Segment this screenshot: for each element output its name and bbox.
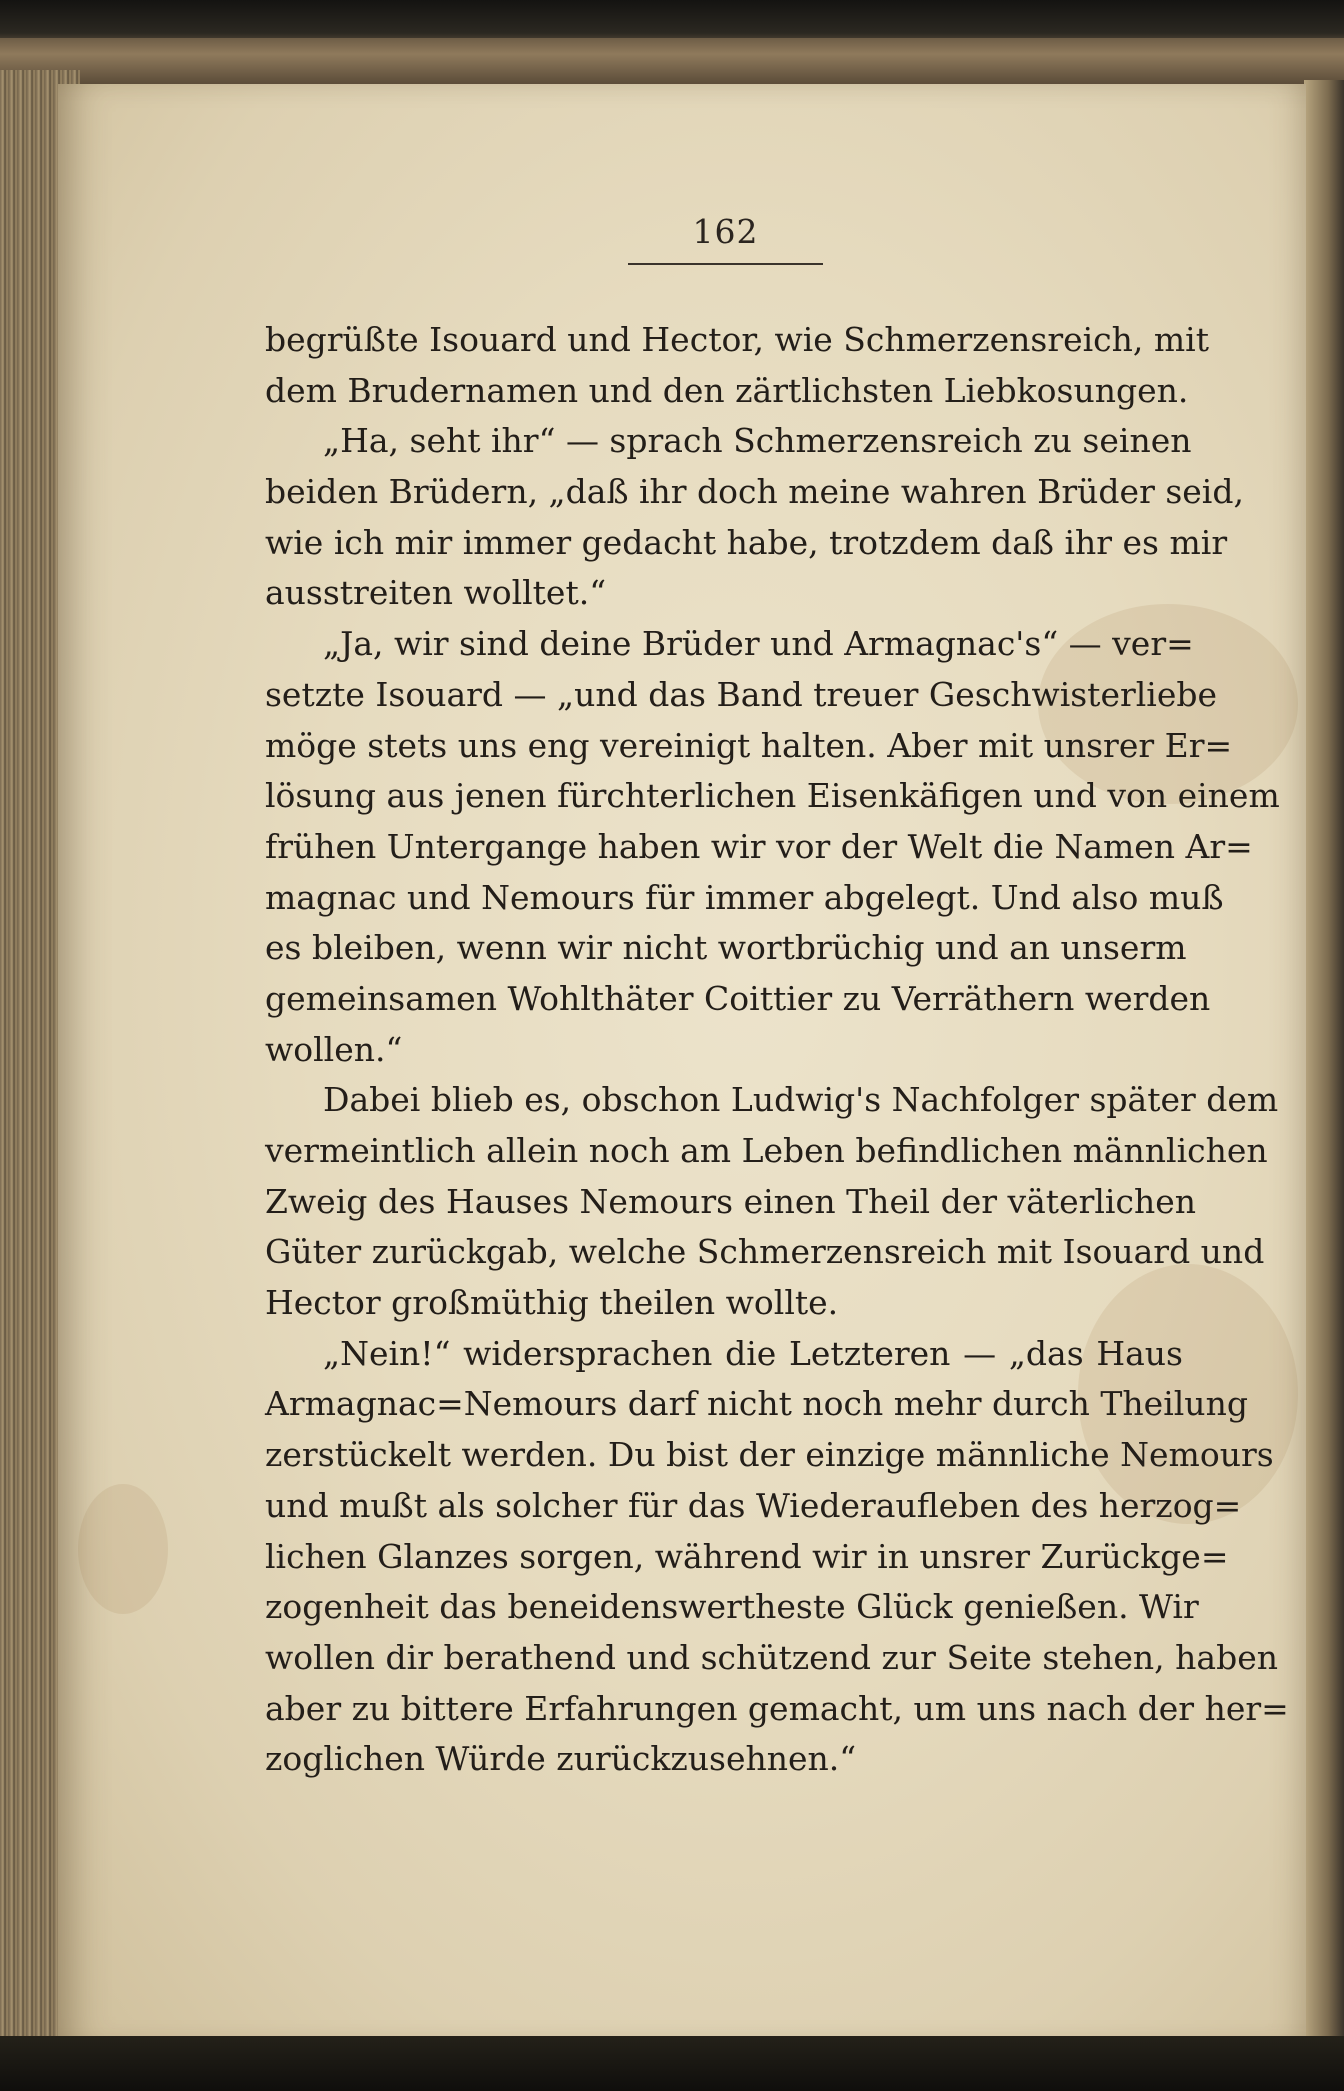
book-bottom-edge bbox=[0, 2036, 1344, 2091]
paper-stain bbox=[78, 1484, 168, 1614]
text-line: magnac und Nemours für immer abgelegt. Und also muß bbox=[265, 877, 1224, 917]
text-line: begrüßte Isouard und Hector, wie Schmerzensreich, mit bbox=[265, 320, 1209, 359]
text-line: es bleiben, wenn wir nicht wortbrüchig und an unserm bbox=[265, 928, 1187, 968]
text-line: Hector großmüthig theilen wollte. bbox=[265, 1283, 839, 1323]
text-line: aber zu bittere Erfahrungen gemacht, um uns nach der her= bbox=[265, 1688, 1289, 1728]
text-line: möge stets uns eng vereinigt halten. Aber mit unsrer Er= bbox=[265, 725, 1233, 765]
body-text bbox=[265, 315, 1289, 1785]
text-line: wollen.“ bbox=[265, 1029, 403, 1069]
text-line: zoglichen Würde zurückzusehnen.“ bbox=[265, 1739, 857, 1779]
book-cover-edge bbox=[0, 38, 1344, 84]
header-rule bbox=[628, 263, 823, 265]
text-line: zogenheit das beneidenswertheste Glück genießen. Wir bbox=[265, 1587, 1199, 1627]
text-line: Dabei blieb es, obschon Ludwig's Nachfolger später dem bbox=[323, 1080, 1279, 1120]
text-line: lösung aus jenen fürchterlichen Eisenkäfigen und von einem bbox=[265, 776, 1280, 816]
text-line: wie ich mir immer gedacht habe, trotzdem daß ihr es mir bbox=[265, 522, 1228, 562]
text-line: Zweig des Hauses Nemours einen Theil der väterlichen bbox=[265, 1181, 1196, 1221]
text-line: vermeintlich allein noch am Leben befindlichen männlichen bbox=[265, 1131, 1268, 1170]
text-line: frühen Untergange haben wir vor der Welt die Namen Ar= bbox=[265, 826, 1253, 866]
text-line: und mußt als solcher für das Wiederaufleben des herzog= bbox=[265, 1485, 1242, 1525]
text-line: beiden Brüdern, „daß ihr doch meine wahren Brüder seid, bbox=[265, 472, 1244, 512]
text-line: gemeinsamen Wohlthäter Coittier zu Verräthern werden bbox=[265, 978, 1211, 1018]
text-line: setzte Isouard — „und das Band treuer Geschwisterliebe bbox=[265, 674, 1218, 714]
text-line: ausstreiten wolltet.“ bbox=[265, 573, 607, 613]
page-number: 162 bbox=[692, 212, 759, 251]
text-line: „Ha, seht ihr“ — sprach Schmerzensreich zu seinen bbox=[323, 421, 1192, 461]
text-line: Güter zurückgab, welche Schmerzensreich mit Isouard und bbox=[265, 1232, 1265, 1272]
text-line: wollen dir berathend und schützend zur Seite stehen, haben bbox=[265, 1637, 1278, 1677]
text-line: dem Brudernamen und den zärtlichsten Liebkosungen. bbox=[265, 370, 1189, 410]
page-header bbox=[628, 212, 823, 265]
text-line: zerstückelt werden. Du bist der einzige männliche Nemours bbox=[265, 1435, 1274, 1475]
book-right-edge bbox=[1304, 80, 1344, 2050]
text-line: Armagnac=Nemours darf nicht noch mehr durch Theilung bbox=[265, 1384, 1248, 1424]
text-line: „Ja, wir sind deine Brüder und Armagnac's“ — ver= bbox=[323, 624, 1194, 664]
text-line: „Nein!“ widersprachen die Letzteren — „das Haus bbox=[323, 1333, 1183, 1373]
text-line: lichen Glanzes sorgen, während wir in unsrer Zurückge= bbox=[265, 1536, 1229, 1576]
